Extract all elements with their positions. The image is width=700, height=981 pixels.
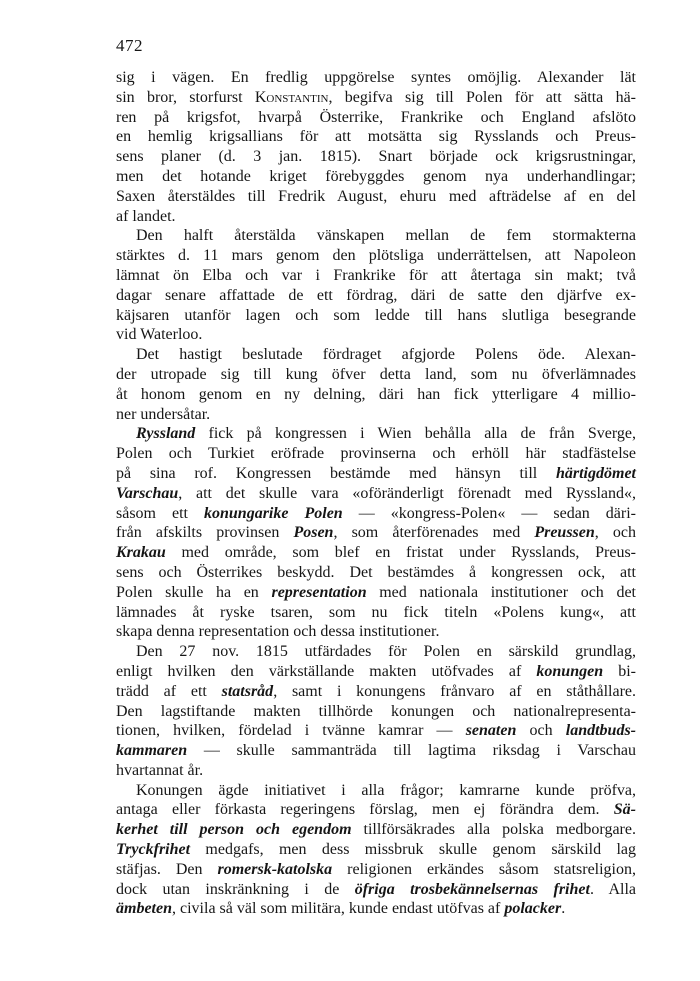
text-line [116,504,636,524]
text-segment: med nationala institutioner och det [366,583,636,601]
text-line [116,662,636,682]
text-line [116,840,636,860]
text-segment: bi- [603,662,636,680]
text-line [116,286,636,306]
text-line [116,167,636,187]
text-line [116,702,636,722]
text-line [116,464,636,484]
text-segment: lämnat ön Elba och var i Frankrike för att återtaga sin makt; två [116,266,636,284]
text-segment: , civila så väl som militära, kunde endast utöfvas af [172,900,505,918]
text-line [116,88,636,108]
text-line [116,523,636,543]
emphasized-term: Varschau [116,484,179,502]
text-segment: Polen och Turkiet eröfrade provinserna och erhöll här stadfästelse [116,445,636,463]
text-line [116,424,636,444]
text-line [116,68,636,88]
text-line [116,147,636,167]
text-segment: — «kongress-Polen« — sedan däri- [342,504,637,522]
text-segment: såsom ett [116,504,204,522]
text-line [116,306,636,326]
text-segment: . [561,900,566,918]
text-segment: från afskilts provinsen [116,524,294,542]
text-line [116,246,636,266]
text-line [116,325,636,345]
emphasized-term: senaten [465,722,517,740]
text-line [116,385,636,405]
text-line [116,266,636,286]
emphasized-term: kammaren [116,742,188,760]
text-line [116,622,636,642]
text-line [116,880,636,900]
text-segment: , samt i konungens frånvaro af en ståthållare. [273,682,637,700]
text-segment: der utropade sig till kung öfver detta land, som nu öfverlämnades [116,365,636,383]
text-segment: ren på krigsfot, hvarpå Österrike, Frankrike och England afslöto [116,108,636,126]
text-line [116,682,636,702]
text-line [116,800,636,820]
text-segment: , att det skulle vara «oföränderligt förenadt med Ryssland«, [178,484,636,502]
text-segment: medgafs, men dess missbruk skulle genom särskild lag [190,841,636,859]
text-line [116,899,636,919]
text-line [116,781,636,801]
text-segment: och [516,722,566,740]
text-segment: sens planer (d. 3 jan. 1815). Snart började ock krigsrustningar, [116,148,636,166]
emphasized-term: Sä- [613,801,636,819]
text-segment: Polen skulle ha en [116,583,272,601]
text-segment: Saxen återstäldes till Fredrik August, ehuru med afträdelse af en del [116,187,636,205]
text-segment: fick på kongressen i Wien behålla alla de från Sverge, [195,425,636,443]
small-caps-name: Konstantin [254,88,329,106]
text-line [116,820,636,840]
emphasized-term: Ryssland [136,425,196,443]
text-segment: med område, som blef en fristat under Rysslands, Preus- [165,544,636,562]
text-segment: antaga eller förkasta regeringens förslag, men ej förändra dem. [116,801,614,819]
text-segment: vid Waterloo. [116,326,203,344]
text-segment: dock utan inskränkning i de [116,880,355,898]
text-line [116,741,636,761]
text-segment: trädd af ett [116,682,222,700]
text-line [116,444,636,464]
text-segment: stäfjas. Den [116,860,218,878]
text-segment: Den lagstiftande makten tillhörde konungen och nationalrepresenta- [116,702,636,720]
body-text [116,68,636,919]
page-number: 472 [116,36,143,55]
text-segment: lämnades åt ryske tsaren, som nu fick titeln «Polens kung«, att [116,603,636,621]
text-line [116,860,636,880]
text-line [116,583,636,603]
text-segment: Det hastigt beslutade fördraget afgjorde Polens öde. Alexan- [136,346,636,364]
text-line [116,603,636,623]
text-line [116,187,636,207]
text-segment: sens och Österrikes beskydd. Det bestämdes å kongressen ock, att [116,563,636,581]
text-segment: åt honom genom en ny delning, däri han fick ytterligare 4 millio- [116,385,636,403]
text-segment: men det hotande kriget förebyggdes genom nya underhandlingar; [116,167,636,185]
text-segment: skapa denna representation och dessa institutioner. [116,623,440,641]
emphasized-term: Krakau [116,544,166,562]
emphasized-term: öfriga trosbekännelsernas frihet [354,880,590,898]
text-segment: tillförsäkrades alla polska medborgare. [351,821,636,839]
text-segment: , begifva sig till Polen för att sätta hä- [328,88,636,106]
text-line [116,345,636,365]
text-line [116,721,636,741]
emphasized-term: representation [271,583,367,601]
text-segment: en hemlig krigsallians för att motsätta sig Rysslands och Preus- [116,128,636,146]
text-line [116,642,636,662]
emphasized-term: kerhet till person och egendom [116,821,352,839]
text-segment: , och [594,524,637,542]
text-segment: dagar senare affattade de ett fördrag, däri de satte den djärfve ex- [116,286,636,304]
emphasized-term: romersk-katolska [217,860,333,878]
emphasized-term: härtigdömet [555,464,636,482]
text-segment: tionen, hvilken, fördelad i tvänne kamrar — [116,722,466,740]
text-line [116,484,636,504]
emphasized-term: Preussen [534,524,595,542]
emphasized-term: landtbuds- [565,722,636,740]
text-segment: Den halft återstälda vänskapen mellan de fem stormakterna [136,227,636,245]
text-line [116,127,636,147]
emphasized-term: polacker [504,900,562,918]
text-segment: af landet. [116,207,176,225]
text-segment: käjsaren utanför lagen och som ledde till hans slutliga besegrande [116,306,636,324]
emphasized-term: statsråd [221,682,274,700]
text-segment: religionen erkändes såsom statsreligion, [332,860,636,878]
text-segment: . Alla [589,880,636,898]
text-segment: Den 27 nov. 1815 utfärdades för Polen en särskild grundlag, [136,643,636,661]
emphasized-term: ämbeten [116,900,172,918]
text-line [116,563,636,583]
emphasized-term: konungen [536,662,604,680]
text-segment: sig i vägen. En fredlig uppgörelse syntes omöjlig. Alexander lät [116,69,636,86]
text-segment: stärktes d. 11 mars genom den plötsliga underrättelsen, att Napoleon [116,247,636,265]
emphasized-term: Tryckfrihet [116,841,191,859]
emphasized-term: Posen [293,524,334,542]
text-line [116,207,636,227]
text-segment: sin bror, storfurst [116,88,255,106]
text-line [116,226,636,246]
text-segment: på sina rof. Kongressen bestämde med hänsyn till [116,464,556,482]
text-line [116,108,636,128]
text-line [116,761,636,781]
text-segment: enligt hvilken den värkställande makten utöfvades af [116,662,537,680]
text-segment: , som återförenades med [333,524,535,542]
text-line [116,365,636,385]
emphasized-term: konungarike Polen [204,504,343,522]
text-segment: ner undersåtar. [116,405,211,423]
text-segment: hvartannat år. [116,761,204,779]
text-line [116,543,636,563]
text-segment: Konungen ägde initiativet i alla frågor; kamrarne kunde pröfva, [136,781,636,799]
text-segment: — skulle sammanträda till lagtima riksdag i Varschau [187,742,636,760]
text-line [116,405,636,425]
